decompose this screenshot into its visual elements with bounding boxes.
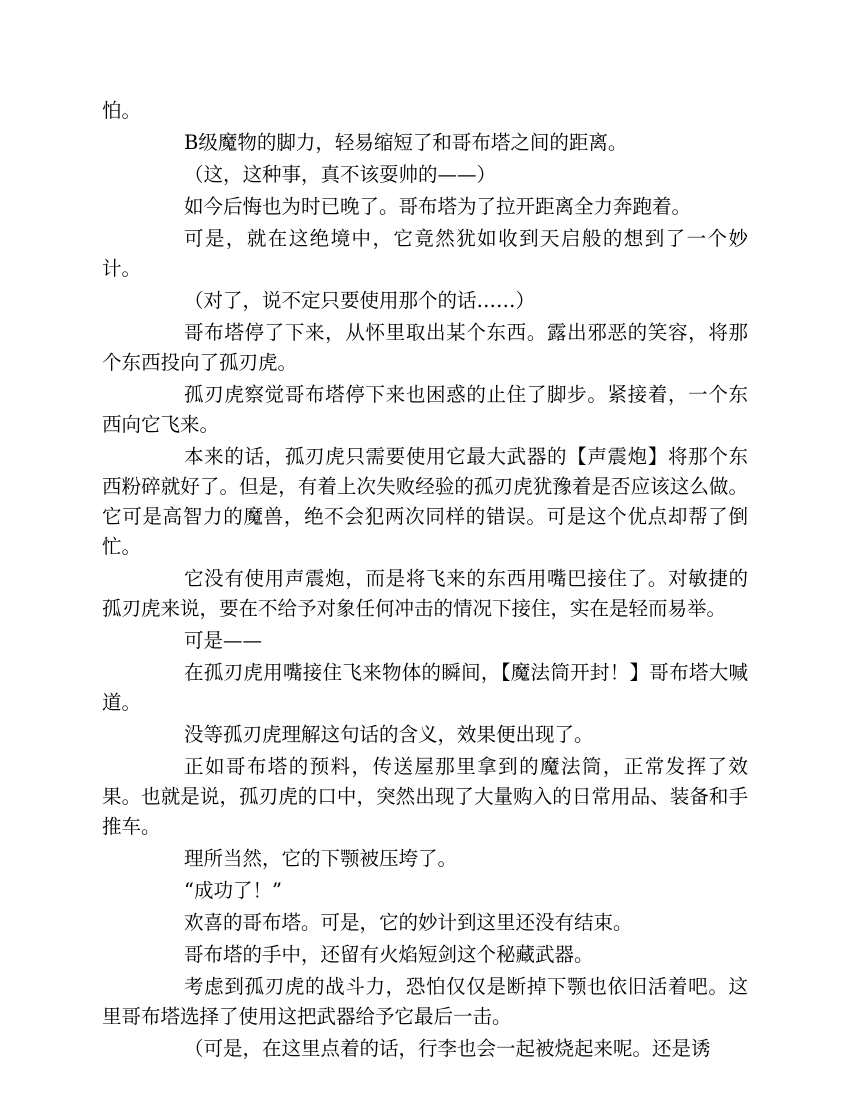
paragraph: 怕。 (102, 99, 142, 122)
paragraph: 正如哥布塔的预料，传送屋那里拿到的魔法筒，正常发挥了效果。也就是说，孤刃虎的口中，突然出现了大量购入的日常用品、装备和手推车。 (102, 755, 748, 838)
paragraph: 可是，就在这绝境中，它竟然犹如收到天启般的想到了一个妙计。 (102, 227, 748, 280)
paragraph: 它没有使用声震炮，而是将飞来的东西用嘴巴接住了。对敏捷的孤刃虎来说，要在不给予对象任何冲击的情况下接住，实在是轻而易举。 (102, 567, 748, 620)
body-text (102, 96, 748, 1066)
paragraph: 哥布塔停了下来，从怀里取出某个东西。露出邪恶的笑容，将那个东西投向了孤刃虎。 (102, 321, 748, 374)
paragraph: 可是—— (184, 629, 263, 652)
paragraph: 哥布塔的手中，还留有火焰短剑这个秘藏武器。 (184, 943, 594, 966)
paragraph: （这，这种事，真不该耍帅的——） (184, 163, 497, 186)
paragraph: B级魔物的脚力，轻易缩短了和哥布塔之间的距离。 (184, 131, 628, 154)
paragraph: 本来的话，孤刃虎只需要使用它最大武器的【声震炮】将那个东西粉碎就好了。但是，有着上次失败经验的孤刃虎犹豫着是否应该这么做。它可是高智力的魔兽，绝不会犯两次同样的错误。可是这个优点却帮了倒忙。 (102, 445, 748, 558)
paragraph: “成功了！” (184, 879, 282, 902)
paragraph: 没等孤刃虎理解这句话的含义，效果便出现了。 (184, 723, 594, 746)
paragraph: 孤刃虎察觉哥布塔停下来也困惑的止住了脚步。紧接着，一个东西向它飞来。 (102, 383, 748, 436)
paragraph: 理所当然，它的下颚被压垮了。 (184, 847, 458, 870)
paragraph: （对了，说不定只要使用那个的话……） (184, 289, 536, 312)
paragraph: 在孤刃虎用嘴接住飞来物体的瞬间，【魔法筒开封！】哥布塔大喊道。 (102, 661, 748, 714)
paragraph: 如今后悔也为时已晚了。哥布塔为了拉开距离全力奔跑着。 (184, 195, 692, 218)
paragraph: 欢喜的哥布塔。可是，它的妙计到这里还没有结束。 (184, 911, 633, 934)
paragraph: 考虑到孤刃虎的战斗力，恐怕仅仅是断掉下颚也依旧活着吧。这里哥布塔选择了使用这把武器给予它最后一击。 (102, 975, 748, 1028)
paragraph: （可是，在这里点着的话，行李也会一起被烧起来呢。还是诱 (184, 1037, 711, 1060)
